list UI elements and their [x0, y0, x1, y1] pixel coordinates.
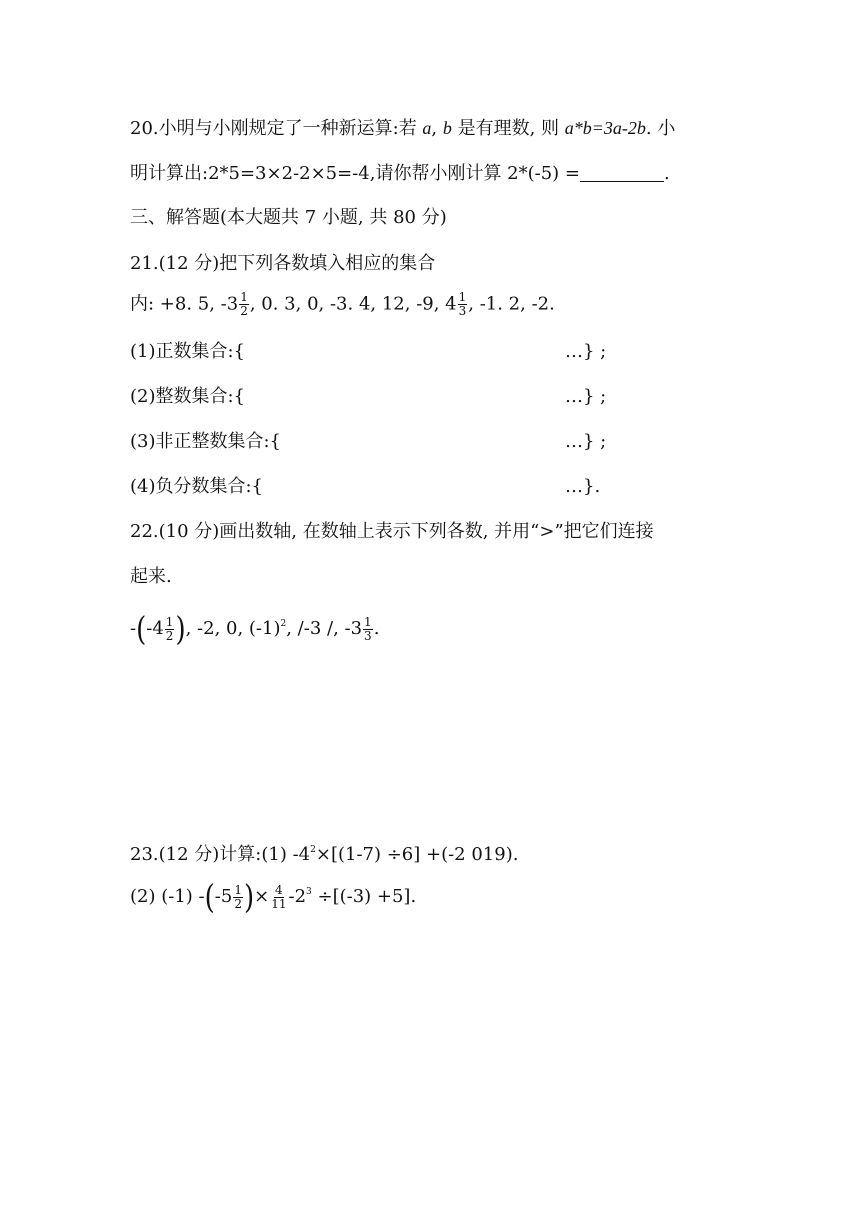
non-positive-integer-set: (3)非正整数集合:{ …} ; — [130, 431, 607, 452]
fraction-one-half: $\frac{1}{2}$ — [165, 614, 174, 643]
fraction-one-third: $\frac{1}{3}$ — [458, 290, 467, 318]
q21-line-1: 21.(12 分)把下列各数填入相应的集合 — [130, 253, 436, 274]
positive-set: (1)正数集合:{ …} ; — [130, 341, 607, 362]
negative-fraction-set: (4)负分数集合:{ …}. — [130, 476, 601, 497]
q20-line-1: 20.小明与小刚规定了一种新运算:若 a, b 是有理数, 则 a*b=3a-2b. 小 — [130, 118, 676, 139]
var-a: a — [422, 118, 432, 138]
q23-line-1: 23.(12 分)计算:(1) $-4^2\times[(1-7) \div 6] +(-2$ 019). — [130, 844, 519, 865]
q20-line-2: 明计算出:2*5=3×2-2×5=-4,请你帮小刚计算 2*(-5) = . — [130, 163, 670, 184]
var-b: b — [442, 118, 452, 138]
q23-line-2: (2) (-1) -(-5 $\frac{1}{2}$ )× $\frac{4}{11}$ $-2^3 \div[(-3) +5]$. — [130, 879, 417, 917]
fraction-one-third: $\frac{1}{3}$ — [364, 614, 372, 643]
operation-definition: a*b=3a-2b — [564, 118, 646, 138]
integer-set: (2)整数集合:{ …} ; — [130, 386, 607, 407]
fraction-one-half: $\frac{1}{2}$ — [240, 290, 248, 318]
q21-line-2: 内: +8. 5, -3 $\frac{1}{2}$ , 0. 3, 0, -3. 4, 12, -9, 4 $\frac{1}{3}$ , -1. 2, -2. — [130, 290, 555, 318]
q22-line-1: 22.(10 分)画出数轴, 在数轴上表示下列各数, 并用“>”把它们连接 — [130, 521, 654, 542]
answer-blank[interactable] — [580, 163, 664, 182]
q22-line-2: 起来. — [130, 566, 172, 587]
fraction-one-half: $\frac{1}{2}$ — [234, 882, 242, 911]
section-3-title: 三、解答题(本大题共 7 小题, 共 80 分) — [130, 207, 447, 228]
q22-numbers: -(-4 $\frac{1}{2}$ ), -2, 0, $(-1)^2$, /-3 /, -3 $\frac{1}{3}$ . — [130, 611, 380, 649]
fraction-four-elevenths: $\frac{4}{11}$ — [271, 882, 287, 911]
